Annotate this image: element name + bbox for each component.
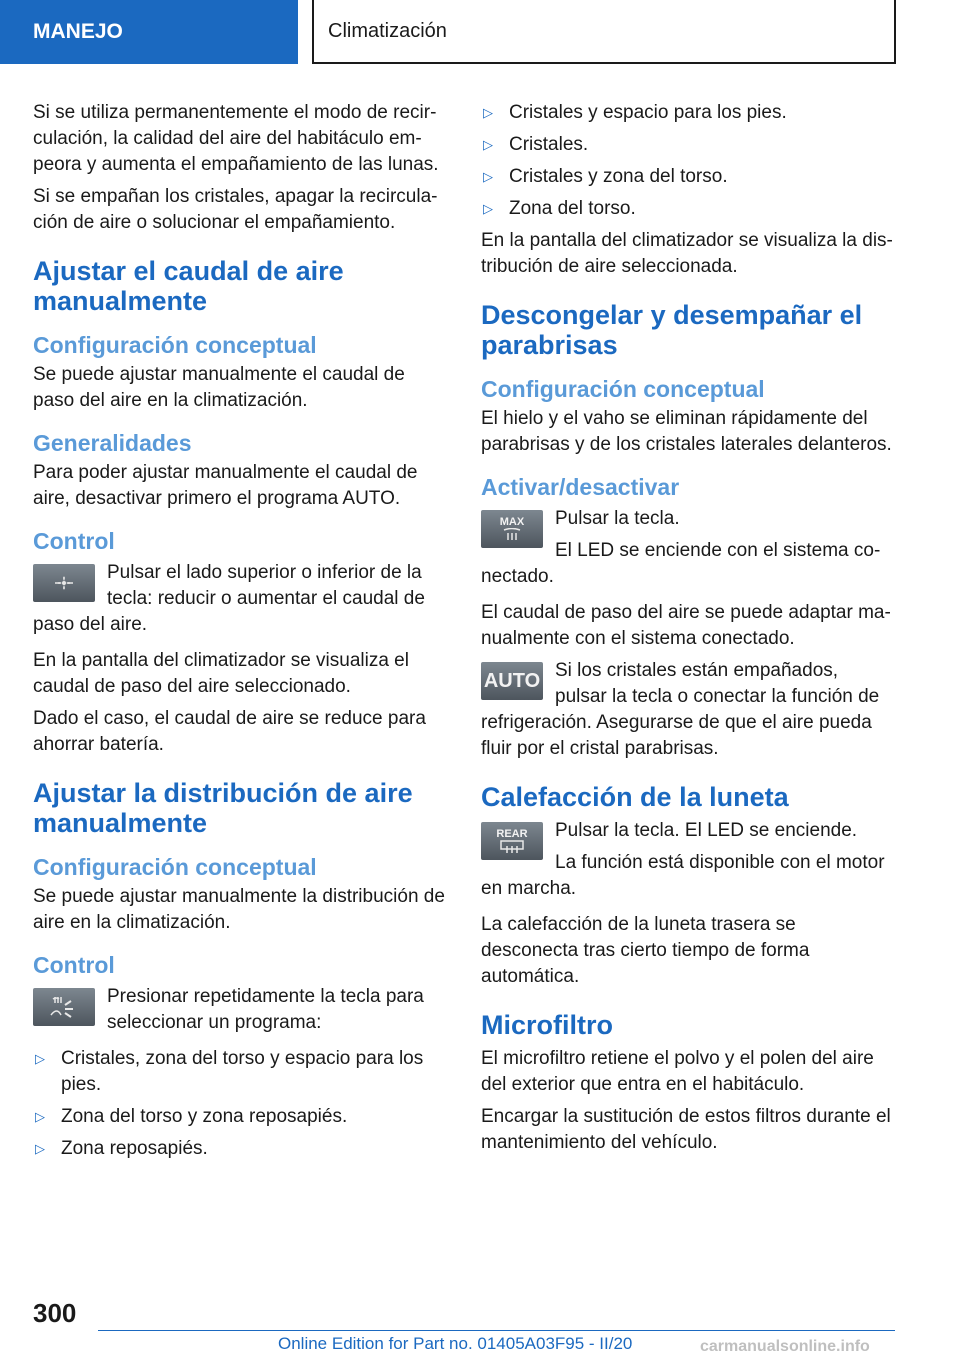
- list-item-text: Cristales y espacio para los pies.: [509, 102, 787, 123]
- auto-key-icon: AUTO: [481, 662, 543, 700]
- list-item: [33, 1136, 447, 1162]
- max-defrost-key-icon: [481, 510, 543, 548]
- section-heading: Ajustar la distribución de aire manualmente: [33, 778, 413, 838]
- section-heading: Descongelar y desempañar el parabrisas: [481, 300, 863, 360]
- page-number: 300: [33, 1298, 77, 1328]
- paragraph: Si los cristales están empañados, pulsar la tecla o conectar la función de refrigeración. Asegurarse de que el aire pueda fluir por el cristal parabrisas.: [481, 660, 880, 759]
- footer-divider: [98, 1330, 895, 1331]
- air-distribution-icon: [33, 988, 95, 1026]
- left-column: [33, 100, 447, 1168]
- list-item-text: Zona del torso y zona reposapiés.: [61, 1106, 348, 1127]
- paragraph: La calefacción de la luneta trasera se desconecta tras cierto tiempo de forma automática.: [481, 914, 810, 987]
- triangle-bullet-icon: ▷: [35, 1109, 45, 1124]
- paragraph: Encargar la sustitución de estos filtros durante el mantenimiento del vehículo.: [481, 1106, 891, 1153]
- list-item-text: Zona del torso.: [509, 198, 636, 219]
- list-item: [481, 164, 895, 190]
- list-item-text: Cristales, zona del torso y espacio para los pies.: [61, 1048, 424, 1095]
- bullet-list: [481, 100, 895, 222]
- triangle-bullet-icon: ▷: [483, 137, 493, 152]
- paragraph: Pulsar la tecla. El LED se enciende.: [555, 820, 858, 841]
- list-item-text: Cristales.: [509, 134, 589, 155]
- list-item: [481, 196, 895, 222]
- max-label: MAX: [499, 516, 525, 528]
- paragraph: La función está disponible con el motor en marcha.: [481, 852, 885, 899]
- list-item: [33, 1104, 447, 1130]
- paragraph: Si se utiliza permanentemente el modo de recirculación, la calidad del aire del habitáculo empeora y aumenta el empañamiento de las lunas.: [33, 102, 439, 175]
- chapter-title: Climatización: [312, 0, 896, 64]
- rear-label: REAR: [496, 828, 528, 840]
- fan-icon: [33, 564, 95, 602]
- list-item: [33, 1046, 447, 1098]
- icon-paragraph: [481, 658, 895, 762]
- rear-defrost-key-icon: [481, 822, 543, 860]
- paragraph: Presionar repetidamente la tecla para seleccionar un programa:: [107, 986, 424, 1033]
- paragraph: Si se empañan los cristales, apagar la recirculación de aire o solucionar el empañamiento.: [33, 186, 438, 233]
- subsection-heading: Activar/desactivar: [481, 474, 680, 500]
- paragraph: En la pantalla del climatizador se visualiza la distribución de aire seleccionada.: [481, 230, 893, 277]
- triangle-bullet-icon: ▷: [483, 201, 493, 216]
- triangle-bullet-icon: ▷: [483, 105, 493, 120]
- icon-paragraph: [481, 506, 895, 590]
- list-item: [481, 132, 895, 158]
- bullet-list: [33, 1046, 447, 1162]
- icon-paragraph: [481, 818, 895, 902]
- watermark: carmanualsonline.info: [700, 1338, 870, 1355]
- edition-note: Online Edition for Part no. 01405A03F95 - II/20: [278, 1334, 633, 1353]
- list-item: [481, 100, 895, 126]
- paragraph: El caudal de paso del aire se puede adaptar manualmente con el sistema conectado.: [481, 602, 891, 649]
- subsection-heading: Configuración conceptual: [33, 332, 317, 358]
- section-heading: Ajustar el caudal de aire manualmente: [33, 256, 344, 316]
- subsection-heading: Configuración conceptual: [481, 376, 765, 402]
- paragraph: Pulsar el lado superior o inferior de la tecla: reducir o aumentar el caudal de paso del aire.: [33, 562, 425, 635]
- triangle-bullet-icon: ▷: [35, 1141, 45, 1156]
- paragraph: El LED se enciende con el sistema conectado.: [481, 540, 881, 587]
- paragraph: El microfiltro retiene el polvo y el polen del aire del exterior que entra en el habitáculo.: [481, 1048, 874, 1095]
- icon-paragraph: [33, 984, 447, 1036]
- paragraph: Pulsar la tecla.: [555, 508, 680, 529]
- paragraph: Se puede ajustar manualmente el caudal de paso del aire en la climatización.: [33, 364, 405, 411]
- triangle-bullet-icon: ▷: [35, 1051, 45, 1066]
- list-item-text: Zona reposapiés.: [61, 1138, 208, 1159]
- subsection-heading: Configuración conceptual: [33, 854, 317, 880]
- paragraph: Dado el caso, el caudal de aire se reduce para ahorrar batería.: [33, 708, 426, 755]
- triangle-bullet-icon: ▷: [483, 169, 493, 184]
- list-item-text: Cristales y zona del torso.: [509, 166, 728, 187]
- section-heading: Calefacción de la luneta: [481, 782, 789, 812]
- subsection-heading: Control: [33, 528, 115, 554]
- paragraph: Para poder ajustar manualmente el caudal de aire, desactivar primero el programa AUTO.: [33, 462, 418, 509]
- paragraph: En la pantalla del climatizador se visualiza el caudal de paso del aire seleccionado.: [33, 650, 409, 697]
- subsection-heading: Generalidades: [33, 430, 192, 456]
- right-column: [481, 100, 895, 1162]
- section-heading: Microfiltro: [481, 1010, 613, 1040]
- paragraph: Se puede ajustar manualmente la distribución de aire en la climatización.: [33, 886, 445, 933]
- subsection-heading: Control: [33, 952, 115, 978]
- icon-paragraph: [33, 560, 447, 638]
- paragraph: El hielo y el vaho se eliminan rápidamente del parabrisas y de los cristales laterales delanteros.: [481, 408, 892, 455]
- section-tab: MANEJO: [0, 0, 298, 64]
